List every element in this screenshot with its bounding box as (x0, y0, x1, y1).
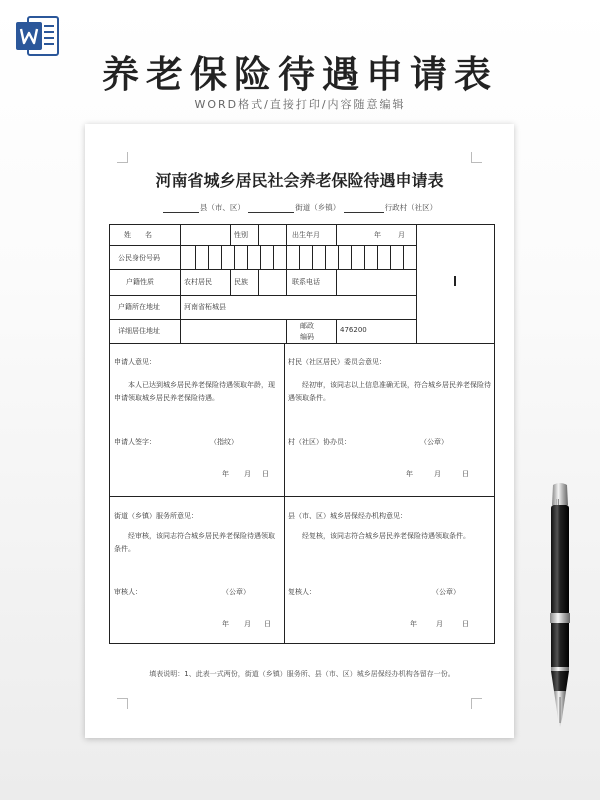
crop-mark (117, 152, 128, 163)
county-opinion-heading: 县（市、区）城乡居保经办机构意见： (288, 512, 407, 520)
crop-mark (471, 698, 482, 709)
date-day: 日 (262, 470, 269, 478)
region-street: 街道（乡镇） (295, 203, 341, 212)
document-page (85, 124, 514, 738)
ethnicity-label: 民族 (234, 278, 248, 286)
region-county: 县（市、区） (199, 203, 245, 212)
county-opinion-text: 经复核，该同志符合城乡居民养老保险待遇领取条件。 (302, 532, 470, 540)
household-type-value: 农村居民 (184, 278, 212, 286)
page-title: 养老保险待遇申请表 (102, 53, 498, 96)
household-address-value: 河南省柘城县 (184, 303, 226, 311)
region-line (85, 202, 514, 213)
date-day: 日 (462, 620, 469, 628)
postal-code-label: 邮政 (300, 322, 314, 330)
street-opinion-heading: 街道（乡镇）服务所意见： (114, 512, 198, 520)
id-number-label: 公民身份号码 (118, 254, 160, 262)
region-village: 行政村（社区） (384, 203, 438, 212)
birth-year-label: 年 (374, 231, 381, 239)
date-year: 年 (406, 470, 413, 478)
crop-mark (471, 152, 482, 163)
applicant-opinion-heading: 申请人意见： (114, 358, 156, 366)
date-month: 月 (244, 470, 251, 478)
crop-mark (117, 698, 128, 709)
applicant-fingerprint: （指纹） (210, 438, 238, 446)
text-cursor (454, 276, 456, 286)
application-form-table (109, 224, 495, 644)
applicant-opinion-text: 本人已达到城乡居民养老保险待遇领取年龄，现申请领取城乡居民养老保险待遇。 (114, 381, 275, 402)
household-address-label: 户籍所在地址 (118, 303, 160, 311)
date-month: 月 (436, 620, 443, 628)
village-seal: （公章） (420, 438, 448, 446)
street-seal: （公章） (222, 588, 250, 596)
name-label: 姓 名 (124, 231, 152, 239)
pen-icon (543, 483, 577, 728)
village-sign-label: 村（社区）协办员： (288, 438, 351, 446)
date-year: 年 (410, 620, 417, 628)
village-opinion-text: 经初审，该同志以上信息准确无误，符合城乡居民养老保险待遇领取条件。 (288, 381, 491, 402)
street-sign-label: 审核人： (114, 588, 142, 596)
page-subtitle: WORD格式/直接打印/内容随意编辑 (194, 98, 406, 111)
date-year: 年 (222, 470, 229, 478)
document-title: 河南省城乡居民社会养老保险待遇申请表 (155, 171, 444, 190)
birth-month-label: 月 (398, 231, 405, 239)
county-seal: （公章） (432, 588, 460, 596)
street-opinion-text: 经审核，该同志符合城乡居民养老保险待遇领取条件。 (114, 532, 275, 553)
date-day: 日 (264, 620, 271, 628)
county-sign-label: 复核人： (288, 588, 316, 596)
village-opinion-heading: 村民（社区居民）委员会意见： (288, 358, 386, 366)
date-month: 月 (244, 620, 251, 628)
gender-label: 性别 (234, 231, 248, 239)
postal-code-value: 476200 (340, 326, 367, 334)
birth-label: 出生年月 (292, 231, 320, 239)
date-month: 月 (434, 470, 441, 478)
applicant-sign-label: 申请人签字： (114, 438, 156, 446)
phone-label: 联系电话 (292, 278, 320, 286)
date-day: 日 (462, 470, 469, 478)
form-instructions: 填表说明：1、此表一式两份，街道（乡镇）服务所、县（市、区）城乡居保经办机构各留存一份。 (149, 670, 455, 678)
residence-address-label: 详细居住地址 (118, 327, 160, 335)
postal-code-label-2: 编码 (300, 333, 314, 341)
date-year: 年 (222, 620, 229, 628)
household-type-label: 户籍性质 (126, 278, 154, 286)
